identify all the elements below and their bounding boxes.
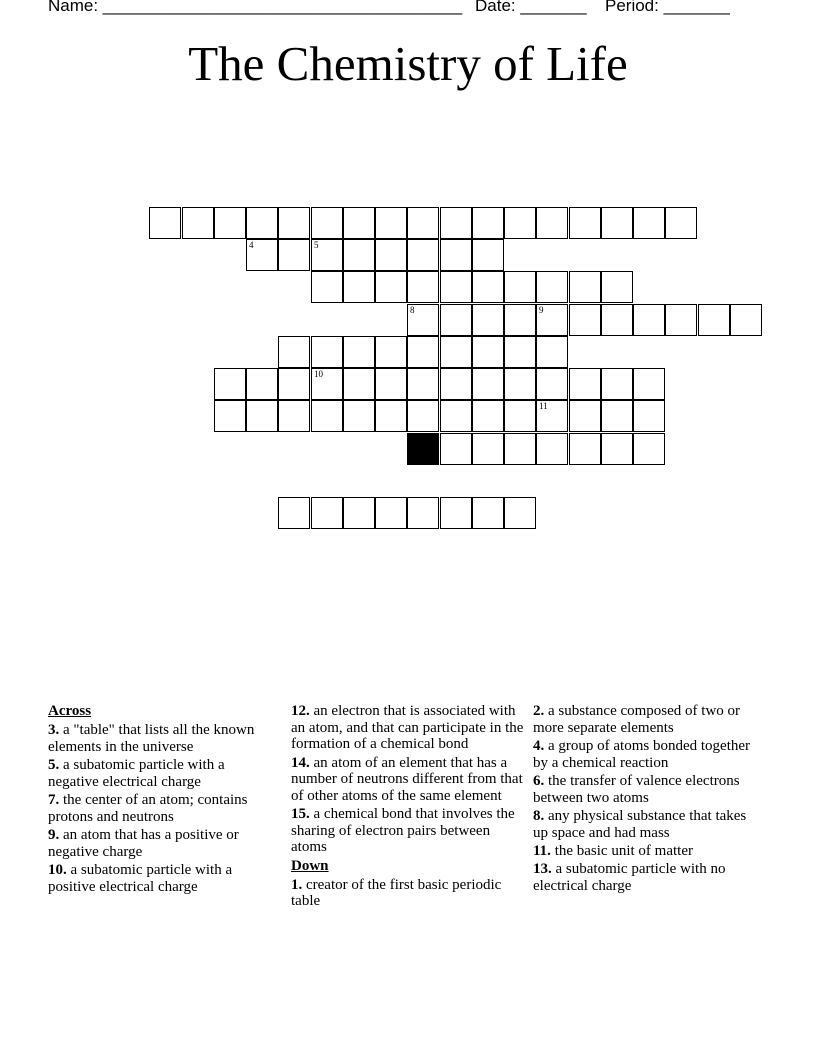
crossword-cell[interactable] (311, 271, 343, 303)
crossword-cell[interactable] (601, 207, 633, 239)
clue-number: 5 (314, 240, 319, 250)
across-heading: Across (48, 703, 92, 719)
crossword-cell[interactable] (343, 400, 375, 432)
crossword-cell[interactable] (569, 400, 601, 432)
crossword-cell[interactable] (536, 304, 568, 336)
crossword-cell[interactable] (536, 207, 568, 239)
crossword-cell[interactable] (343, 336, 375, 368)
crossword-cell[interactable] (440, 368, 472, 400)
crossword-cell[interactable] (440, 304, 472, 336)
crossword-cell[interactable] (472, 239, 504, 271)
crossword-cell[interactable] (311, 239, 343, 271)
date-field-label[interactable]: Date: _______ (475, 0, 587, 15)
crossword-cell[interactable] (278, 239, 310, 271)
crossword-cell[interactable] (504, 336, 536, 368)
crossword-cell[interactable] (343, 271, 375, 303)
crossword-cell[interactable] (569, 368, 601, 400)
crossword-cell[interactable] (472, 497, 504, 529)
crossword-cell[interactable] (504, 497, 536, 529)
crossword-cell[interactable] (375, 207, 407, 239)
crossword-cell[interactable] (698, 304, 730, 336)
crossword-cell[interactable] (246, 400, 278, 432)
crossword-cell[interactable] (440, 239, 472, 271)
crossword-cell[interactable] (504, 304, 536, 336)
crossword-cell[interactable] (536, 336, 568, 368)
crossword-cell[interactable] (569, 271, 601, 303)
clues-column-2 (291, 703, 526, 912)
crossword-cell[interactable] (407, 207, 439, 239)
crossword-cell[interactable] (440, 271, 472, 303)
crossword-cell[interactable] (278, 207, 310, 239)
clue-number: 8 (410, 305, 415, 315)
clues-column-1 (48, 703, 270, 897)
crossword-cell[interactable] (633, 207, 665, 239)
down-clue: 2. a substance composed of two or more separate elements (533, 703, 741, 736)
crossword-cell[interactable] (343, 497, 375, 529)
crossword-cell[interactable] (407, 336, 439, 368)
down-clue: 13. a subatomic particle with no electrical charge (533, 861, 726, 894)
crossword-cell[interactable] (375, 497, 407, 529)
crossword-cell[interactable] (311, 497, 343, 529)
crossword-cell[interactable] (214, 207, 246, 239)
crossword-cell[interactable] (375, 271, 407, 303)
crossword-cell[interactable] (375, 336, 407, 368)
crossword-cell[interactable] (472, 304, 504, 336)
clues-column-3 (533, 703, 765, 896)
crossword-cell[interactable] (633, 433, 665, 465)
crossword-cell[interactable] (182, 207, 214, 239)
crossword-cell[interactable] (472, 400, 504, 432)
crossword-cell[interactable] (149, 207, 181, 239)
period-field-label[interactable]: Period: _______ (605, 0, 730, 15)
crossword-cell[interactable] (536, 271, 568, 303)
crossword-cell[interactable] (440, 336, 472, 368)
crossword-cell[interactable] (633, 400, 665, 432)
crossword-cell[interactable] (730, 304, 762, 336)
crossword-cell[interactable] (375, 400, 407, 432)
crossword-cell[interactable] (311, 368, 343, 400)
across-clue: 14. an atom of an element that has a number of neutrons different from that of other atoms of the same element (291, 754, 523, 804)
crossword-cell[interactable] (278, 368, 310, 400)
down-clue: 1. creator of the first basic periodic table (291, 876, 502, 910)
crossword-cell[interactable] (601, 400, 633, 432)
crossword-cell[interactable] (601, 304, 633, 336)
crossword-cell[interactable] (633, 304, 665, 336)
crossword-cell[interactable] (440, 497, 472, 529)
clue-number: 9 (539, 305, 544, 315)
name-field-label[interactable]: Name: ______________________________________ (48, 0, 463, 15)
crossword-cell[interactable] (343, 368, 375, 400)
crossword-cell[interactable] (407, 400, 439, 432)
crossword-cell[interactable] (601, 368, 633, 400)
crossword-cell[interactable] (472, 207, 504, 239)
crossword-cell[interactable] (407, 304, 439, 336)
crossword-cell[interactable] (472, 433, 504, 465)
across-clue: 7. the center of an atom; contains protons and neutrons (48, 791, 248, 825)
crossword-cell[interactable] (440, 400, 472, 432)
crossword-cell[interactable] (536, 368, 568, 400)
crossword-cell[interactable] (504, 271, 536, 303)
crossword-cell[interactable] (311, 400, 343, 432)
across-clue: 5. a subatomic particle with a negative electrical charge (48, 756, 225, 790)
crossword-cell[interactable] (440, 207, 472, 239)
crossword-cell[interactable] (440, 433, 472, 465)
crossword-cell[interactable] (504, 433, 536, 465)
page-title: The Chemistry of Life (188, 36, 628, 91)
crossword-cell[interactable] (536, 400, 568, 432)
crossword-cell[interactable] (246, 207, 278, 239)
crossword-cell[interactable] (472, 336, 504, 368)
crossword-cell[interactable] (504, 207, 536, 239)
crossword-cell[interactable] (375, 239, 407, 271)
crossword-cell[interactable] (633, 368, 665, 400)
crossword-cell[interactable] (665, 207, 697, 239)
crossword-cell[interactable] (504, 400, 536, 432)
crossword-cell[interactable] (278, 400, 310, 432)
down-clue: 11. the basic unit of matter (533, 842, 693, 859)
crossword-cell[interactable] (601, 271, 633, 303)
crossword-cell[interactable] (278, 497, 310, 529)
crossword-cell[interactable] (311, 207, 343, 239)
clue-number: 10 (314, 369, 323, 379)
crossword-cell[interactable] (665, 304, 697, 336)
crossword-cell[interactable] (407, 271, 439, 303)
crossword-cell[interactable] (343, 207, 375, 239)
across-clue: 12. an electron that is associated with an atom, and that can participate in the formation of a chemical bond (291, 703, 524, 753)
crossword-cell[interactable] (343, 239, 375, 271)
down-clue: 8. any physical substance that takes up space and had mass (533, 807, 747, 841)
crossword-cell[interactable] (504, 368, 536, 400)
crossword-cell[interactable] (601, 433, 633, 465)
down-clue: 4. a group of atoms bonded together by a chemical reaction (533, 737, 751, 771)
crossword-cell[interactable] (536, 433, 568, 465)
crossword-cell[interactable] (569, 304, 601, 336)
down-clue: 6. the transfer of valence electrons between two atoms (533, 772, 740, 806)
crossword-cell[interactable] (214, 400, 246, 432)
crossword-cell[interactable] (278, 336, 310, 368)
crossword-cell[interactable] (246, 239, 278, 271)
across-clue: 15. a chemical bond that involves the sharing of electron pairs between atoms (291, 806, 515, 856)
crossword-cell[interactable] (246, 368, 278, 400)
crossword-cell[interactable] (569, 207, 601, 239)
across-clue: 3. a "table" that lists all the known elements in the universe (48, 722, 255, 755)
clue-number: 4 (249, 240, 254, 250)
crossword-cell[interactable] (311, 336, 343, 368)
crossword-cell[interactable] (407, 368, 439, 400)
down-heading: Down (291, 857, 329, 874)
crossword-cell[interactable] (472, 368, 504, 400)
crossword-cell[interactable] (472, 271, 504, 303)
crossword-cell[interactable] (214, 368, 246, 400)
crossword-cell[interactable] (375, 368, 407, 400)
crossword-blocked-cell (407, 433, 439, 465)
clue-number: 11 (539, 401, 548, 411)
across-clue: 10. a subatomic particle with a positive electrical charge (48, 861, 233, 895)
crossword-cell[interactable] (569, 433, 601, 465)
crossword-cell[interactable] (407, 239, 439, 271)
crossword-cell[interactable] (407, 497, 439, 529)
across-clue: 9. an atom that has a positive or negative charge (48, 826, 239, 860)
